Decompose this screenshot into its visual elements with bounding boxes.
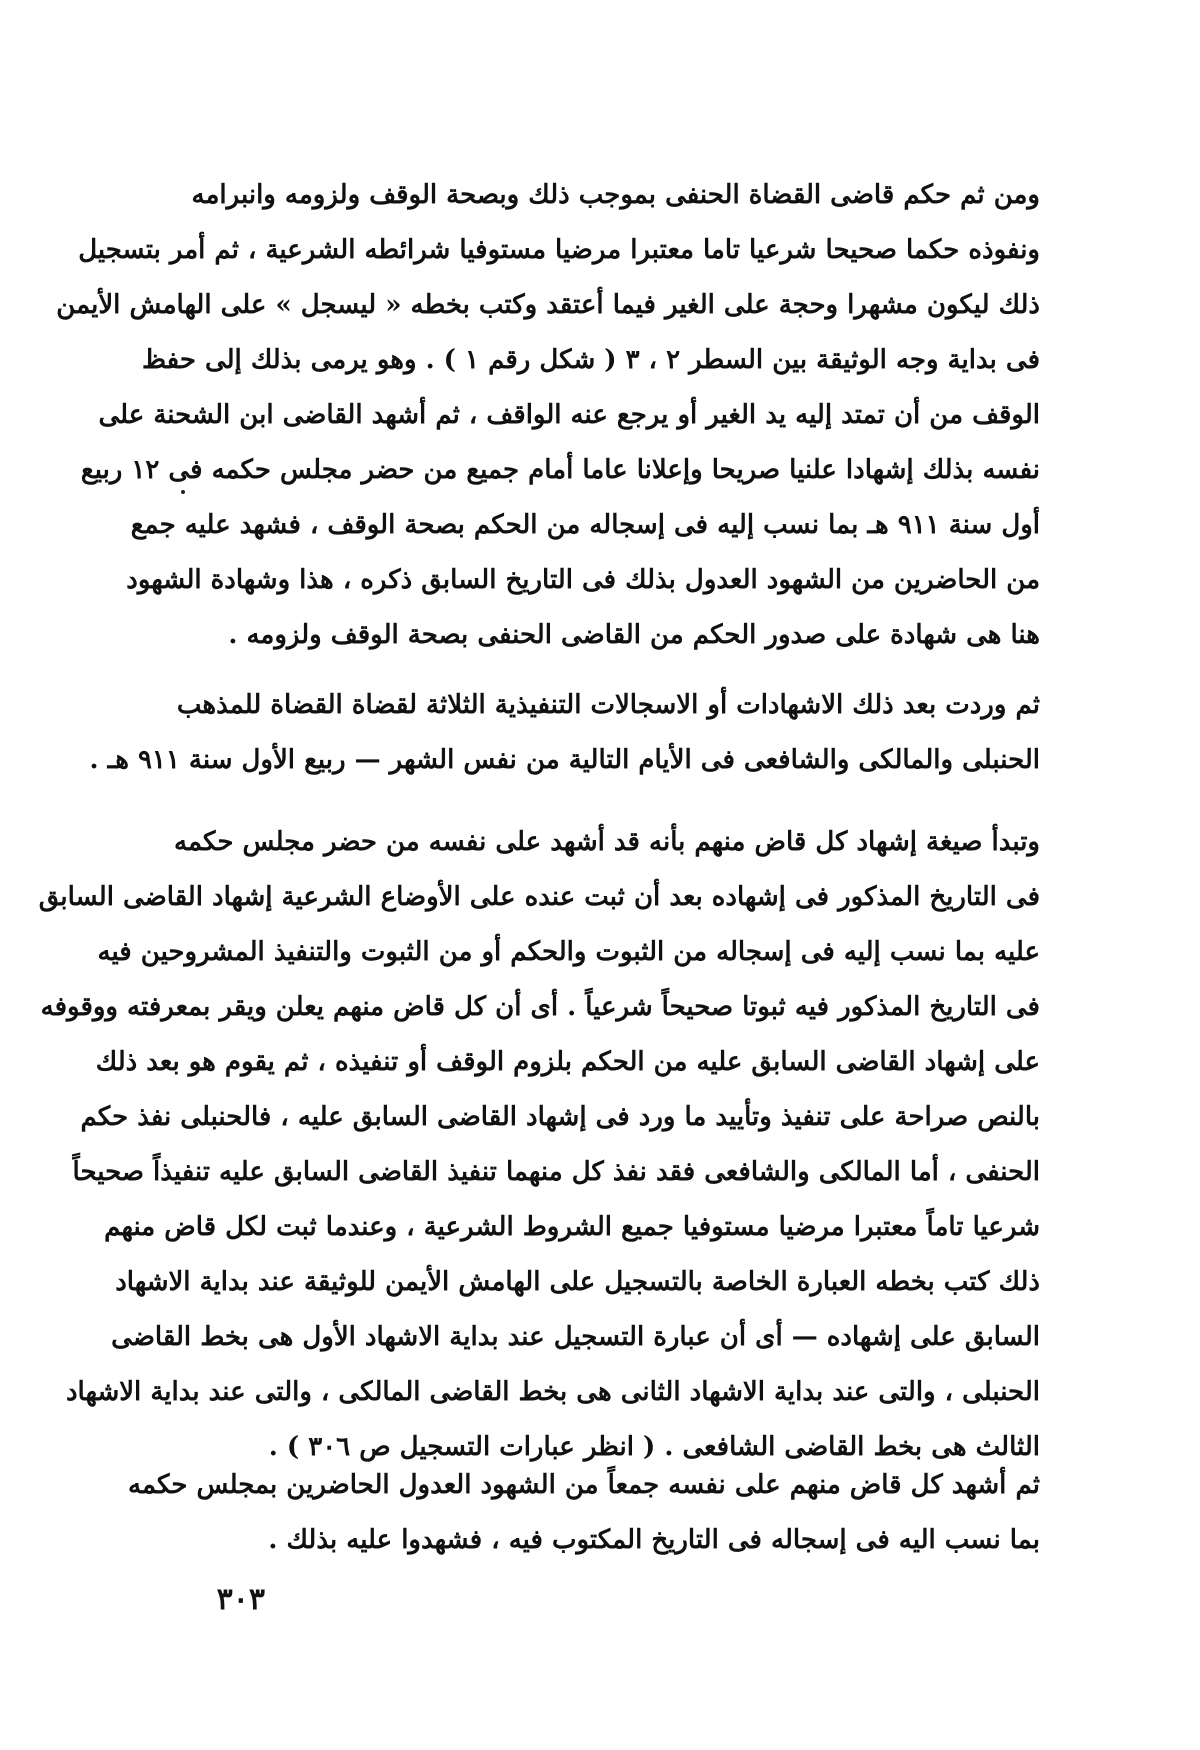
text-line: الحنبلى والمالكى والشافعى فى الأيام التالية من نفس الشهر — ربيع الأول سنة ٩١١ هـ .	[89, 745, 1040, 775]
text-line: السابق على إشهاده — أى أن عبارة التسجيل عند بداية الاشهاد الأول هى بخط القاضى	[111, 1322, 1040, 1352]
page-number: ٣٠٣	[216, 1582, 265, 1617]
text-line: أول سنة ٩١١ هـ بما نسب إليه فى إسجاله من الحكم بصحة الوقف ، فشهد عليه جمع	[130, 510, 1040, 540]
paragraph-4	[128, 1458, 1040, 1568]
text-line: الحنبلى ، والتى عند بداية الاشهاد الثانى هى بخط القاضى المالكى ، والتى عند بداية الاشهاد	[65, 1377, 1040, 1407]
text-line: ذلك كتب بخطه العبارة الخاصة بالتسجيل على الهامش الأيمن للوثيقة عند بداية الاشهاد	[115, 1267, 1040, 1297]
paragraph-3	[38, 815, 1040, 1475]
text-line: بما نسب اليه فى إسجاله فى التاريخ المكتوب فيه ، فشهدوا عليه بذلك .	[268, 1525, 1040, 1555]
text-line: من الحاضرين من الشهود العدول بذلك فى التاريخ السابق ذكره ، هذا وشهادة الشهود	[126, 565, 1040, 595]
text-line: ذلك ليكون مشهرا وحجة على الغير فيما أعتقد وكتب بخطه « ليسجل » على الهامش الأيمن	[56, 290, 1040, 320]
paragraph-2	[89, 678, 1040, 788]
text-line: ثم أشهد كل قاض منهم على نفسه جمعاً من الشهود العدول الحاضرين بمجلس حكمه	[128, 1470, 1040, 1500]
text-line: الحنفى ، أما المالكى والشافعى فقد نفذ كل منهما تنفيذ القاضى السابق عليه تنفيذاً صحيحاً	[72, 1157, 1040, 1187]
text-line: ثم وردت بعد ذلك الاشهادات أو الاسجالات التنفيذية الثلاثة لقضاة القضاة للمذهب	[176, 690, 1040, 720]
text-line: عليه بما نسب إليه فى إسجاله من الثبوت والحكم أو من الثبوت والتنفيذ المشروحين فيه	[97, 937, 1040, 967]
text-line: نفسه بذلك إشهادا علنيا صريحا وإعلانا عاما أمام جميع من حضر مجلس حكمه فى ١٢ ربيع	[80, 455, 1040, 485]
text-line: فى التاريخ المذكور فيه ثبوتا صحيحاً شرعياً . أى أن كل قاض منهم يعلن ويقر بمعرفته ووقوفه	[40, 992, 1040, 1022]
text-line: الوقف من أن تمتد إليه يد الغير أو يرجع عنه الواقف ، ثم أشهد القاضى ابن الشحنة على	[98, 400, 1040, 430]
text-line: فى التاريخ المذكور فى إشهاده بعد أن ثبت عنده على الأوضاع الشرعية إشهاد القاضى السابق	[38, 882, 1040, 912]
text-line: وتبدأ صيغة إشهاد كل قاض منهم بأنه قد أشهد على نفسه من حضر مجلس حكمه	[174, 827, 1040, 857]
text-line: ومن ثم حكم قاضى القضاة الحنفى بموجب ذلك وبصحة الوقف ولزومه وانبرامه	[191, 180, 1040, 210]
text-line: شرعيا تاماً معتبرا مرضيا مستوفيا جميع الشروط الشرعية ، وعندما ثبت لكل قاض منهم	[104, 1212, 1040, 1242]
text-line: هنا هى شهادة على صدور الحكم من القاضى الحنفى بصحة الوقف ولزومه .	[228, 620, 1040, 650]
text-line: ونفوذه حكما صحيحا شرعيا تاما معتبرا مرضيا مستوفيا شرائطه الشرعية ، ثم أمر بتسجيل	[78, 235, 1040, 265]
paragraph-1	[56, 168, 1040, 663]
text-line: الثالث هى بخط القاضى الشافعى . ( انظر عبارات التسجيل ص ٣٠٦ ) .	[268, 1432, 1040, 1462]
text-line: على إشهاد القاضى السابق عليه من الحكم بلزوم الوقف أو تنفيذه ، ثم يقوم هو بعد ذلك	[95, 1047, 1040, 1077]
text-line: بالنص صراحة على تنفيذ وتأييد ما ورد فى إشهاد القاضى السابق عليه ، فالحنبلى نفذ حكم	[80, 1102, 1040, 1132]
text-line: فى بداية وجه الوثيقة بين السطر ٢ ، ٣ ( شكل رقم ١ ) . وهو يرمى بذلك إلى حفظ	[142, 345, 1040, 375]
